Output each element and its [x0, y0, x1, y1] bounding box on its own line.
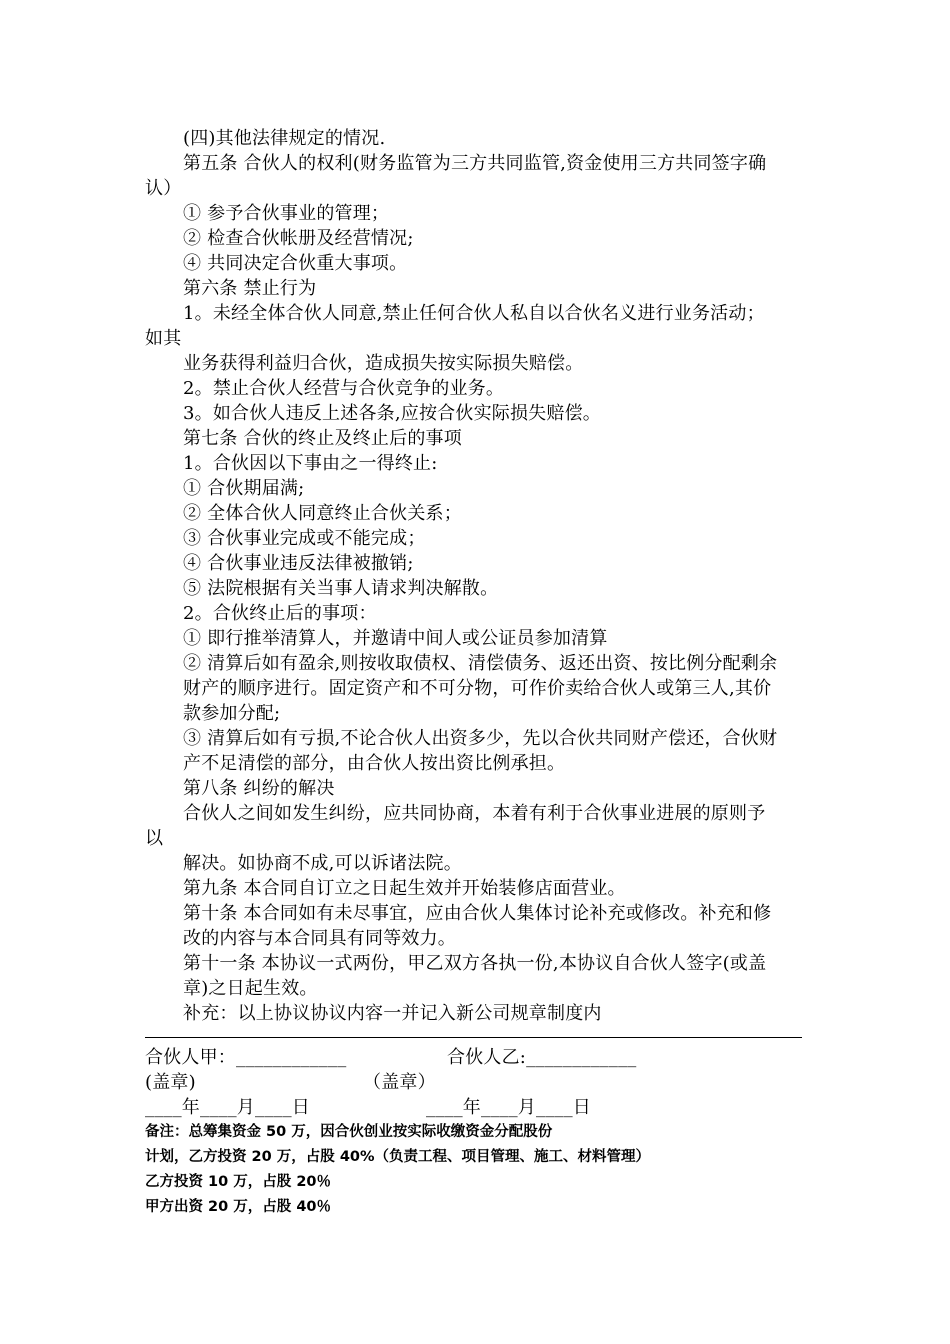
clause-text-line: ① 即行推举清算人，并邀请中间人或公证员参加清算 [183, 628, 608, 649]
article-8-heading: 第八条 纠纷的解决 [183, 778, 335, 799]
clause-text-line: 章)之日起生效。 [183, 978, 318, 999]
party-a-date: ____年____月____日 [145, 1097, 310, 1118]
clause-text-line: ① 参予合伙事业的管理； [183, 203, 390, 224]
clause-text-line: 以 [145, 828, 164, 849]
article-11-heading: 第十一条 本协议一式两份，甲乙双方各执一份,本协议自合伙人签字(或盖 [183, 953, 767, 974]
article-10-heading: 第十条 本合同如有未尽事宜，应由合伙人集体讨论补充或修改。补充和修 [183, 903, 772, 924]
clause-text-line: 认） [145, 178, 182, 199]
clause-text-line: 业务获得利益归合伙，造成损失按实际损失赔偿。 [183, 353, 584, 374]
clause-text-line: (四)其他法律规定的情况. [183, 128, 386, 149]
party-a-signature: 合伙人甲：____________ [145, 1047, 347, 1068]
clause-text-line: 解决。如协商不成,可以诉诸法院。 [183, 853, 462, 874]
clause-text-line: 2。合伙终止后的事项： [183, 603, 377, 624]
article-9-heading: 第九条 本合同自订立之日起生效并开始装修店面营业。 [183, 878, 626, 899]
article-6-heading: 第六条 禁止行为 [183, 278, 317, 299]
clause-text-line: ④ 共同决定合伙重大事项。 [183, 253, 408, 274]
clause-text-line: 如其 [145, 328, 182, 349]
party-b-seal: （盖章） [363, 1072, 436, 1093]
party-a-seal: (盖章) [145, 1072, 196, 1093]
remarks-line: 甲方出资 20 万，占股 40％ [145, 1199, 331, 1215]
clause-text-line: 改的内容与本合同具有同等效力。 [183, 928, 456, 949]
clause-text-line: 财产的顺序进行。固定资产和不可分物，可作价卖给合伙人或第三人,其价 [183, 678, 772, 699]
clause-text-line: ② 检查合伙帐册及经营情况; [183, 228, 414, 249]
clause-text-line: ⑤ 法院根据有关当事人请求判决解散。 [183, 578, 499, 599]
clause-text-line: ③ 清算后如有亏损,不论合伙人出资多少，先以合伙共同财产偿还，合伙财 [183, 728, 778, 749]
clause-text-line: ② 全体合伙人同意终止合伙关系； [183, 503, 462, 524]
clause-text-line: 2。禁止合伙人经营与合伙竞争的业务。 [183, 378, 505, 399]
party-b-date: ____年____月____日 [426, 1097, 591, 1118]
remarks-line: 备注：总筹集资金 50 万，因合伙创业按实际收缴资金分配股份 [145, 1124, 553, 1140]
clause-text-line: ④ 合伙事业违反法律被撤销; [183, 553, 414, 574]
remarks-line: 乙方投资 10 万，占股 20％ [145, 1174, 331, 1190]
clause-text-line: ③ 合伙事业完成或不能完成； [183, 528, 426, 549]
supplement-text: 补充：以上协议协议内容一并记入新公司规章制度内 [183, 1003, 602, 1024]
clause-text-line: 3。如合伙人违反上述各条,应按合伙实际损失赔偿。 [183, 403, 601, 424]
clause-text-line: 产不足清偿的部分，由合伙人按出资比例承担。 [183, 753, 566, 774]
clause-text-line: 1。未经全体合伙人同意,禁止任何合伙人私自以合伙名义进行业务活动； [183, 303, 765, 324]
clause-text-line: 1。合伙因以下事由之一得终止: [183, 453, 438, 474]
article-5-heading: 第五条 合伙人的权利(财务监管为三方共同监管,资金使用三方共同签字确 [183, 153, 767, 174]
party-b-signature: 合伙人乙:____________ [447, 1047, 637, 1068]
article-7-heading: 第七条 合伙的终止及终止后的事项 [183, 428, 462, 449]
clause-text-line: ① 合伙期届满; [183, 478, 305, 499]
remarks-line: 计划，乙方投资 20 万，占股 40%（负责工程、项目管理、施工、材料管理） [145, 1149, 651, 1165]
horizontal-divider [145, 1037, 802, 1038]
clause-text-line: 款参加分配; [183, 703, 281, 724]
clause-text-line: ② 清算后如有盈余,则按收取债权、清偿债务、返还出资、按比例分配剩余 [183, 653, 778, 674]
clause-text-line: 合伙人之间如发生纠纷，应共同协商，本着有利于合伙事业进展的原则予 [183, 803, 766, 824]
